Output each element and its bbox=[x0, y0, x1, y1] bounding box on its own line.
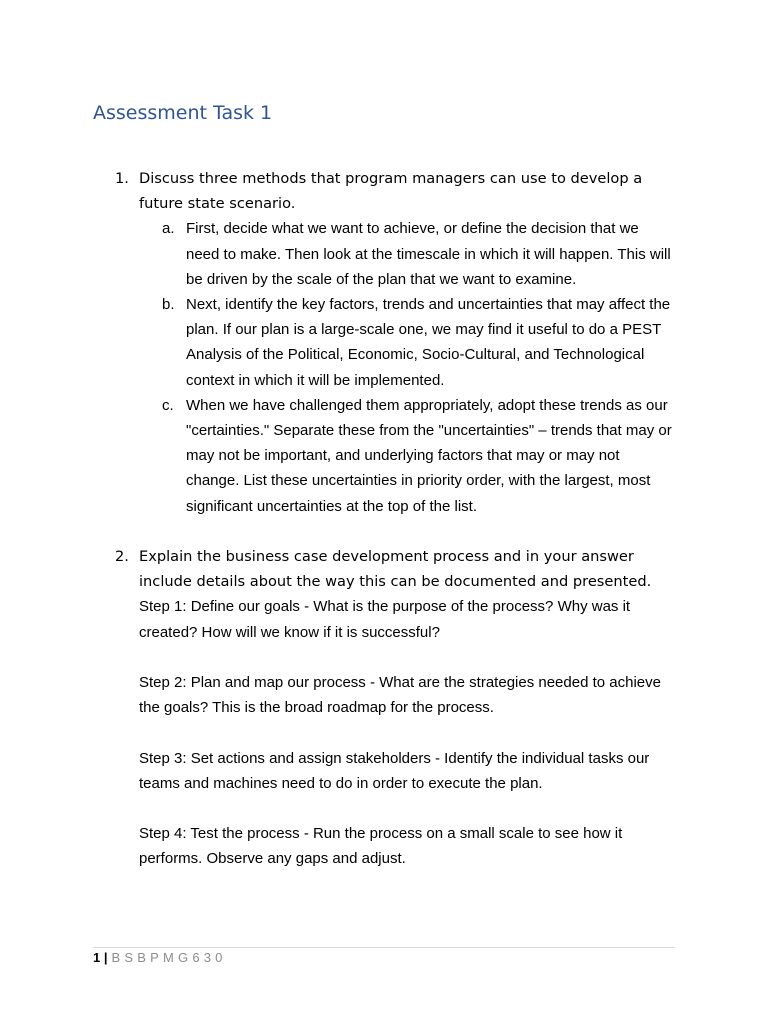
page-footer bbox=[93, 949, 227, 967]
answer-letter: c. bbox=[162, 396, 174, 414]
page-number: 1 bbox=[93, 950, 101, 965]
answer-item bbox=[139, 292, 675, 393]
answer-text: Next, identify the key factors, trends and uncertainties that may affect the plan. If our plan is a large-scale one, we may find it useful to do a PEST Analysis of the Political, Economic, Socio-Cultural, and Technological context in which it will be implemented. bbox=[186, 296, 671, 389]
answer-item bbox=[139, 393, 675, 519]
footer-separator: | bbox=[103, 950, 108, 965]
question-list-2 bbox=[115, 544, 675, 872]
answer-letter: a. bbox=[162, 220, 175, 238]
answer-text: When we have challenged them appropriately, adopt these trends as our "certainties." Separate these from the "uncertainties" – trends that may or may not be important, and underlying factors that may or may not change. List these uncertainties in priority order, with the largest, most significant uncertainties at the top of the list. bbox=[186, 396, 672, 515]
step-paragraph: Step 2: Plan and map our process - What are the strategies needed to achieve the goals? This is the broad roadmap for the process. bbox=[139, 674, 661, 717]
page-title: Assessment Task 1 bbox=[93, 102, 273, 124]
question-text: Explain the business case development process and in your answer include details about the way this can be documented and presented. bbox=[139, 548, 652, 591]
unit-code: BSBPMG630 bbox=[111, 950, 227, 965]
question-number: 1. bbox=[115, 170, 129, 187]
question-text: Discuss three methods that program managers can use to develop a future state scenario. bbox=[139, 170, 643, 213]
step-paragraph: Step 3: Set actions and assign stakeholders - Identify the individual tasks our teams and machines need to do in order to execute the plan. bbox=[139, 749, 650, 792]
answer-list bbox=[139, 216, 675, 518]
question-2 bbox=[115, 544, 675, 872]
answer-letter: b. bbox=[162, 296, 175, 314]
footer-divider bbox=[93, 947, 675, 948]
question-number: 2. bbox=[115, 548, 129, 565]
step-paragraph: Step 4: Test the process - Run the process on a small scale to see how it performs. Observe any gaps and adjust. bbox=[139, 825, 623, 868]
step-paragraph: Step 1: Define our goals - What is the purpose of the process? Why was it created? How will we know if it is successful? bbox=[139, 598, 631, 641]
answer-text: First, decide what we want to achieve, or define the decision that we need to make. Then look at the timescale in which it will happen. This will be driven by the scale of the plan that we want to examine. bbox=[186, 220, 671, 288]
steps-block bbox=[139, 594, 675, 871]
question-list-1 bbox=[115, 166, 675, 519]
answer-item bbox=[139, 216, 675, 292]
question-1 bbox=[115, 166, 675, 519]
